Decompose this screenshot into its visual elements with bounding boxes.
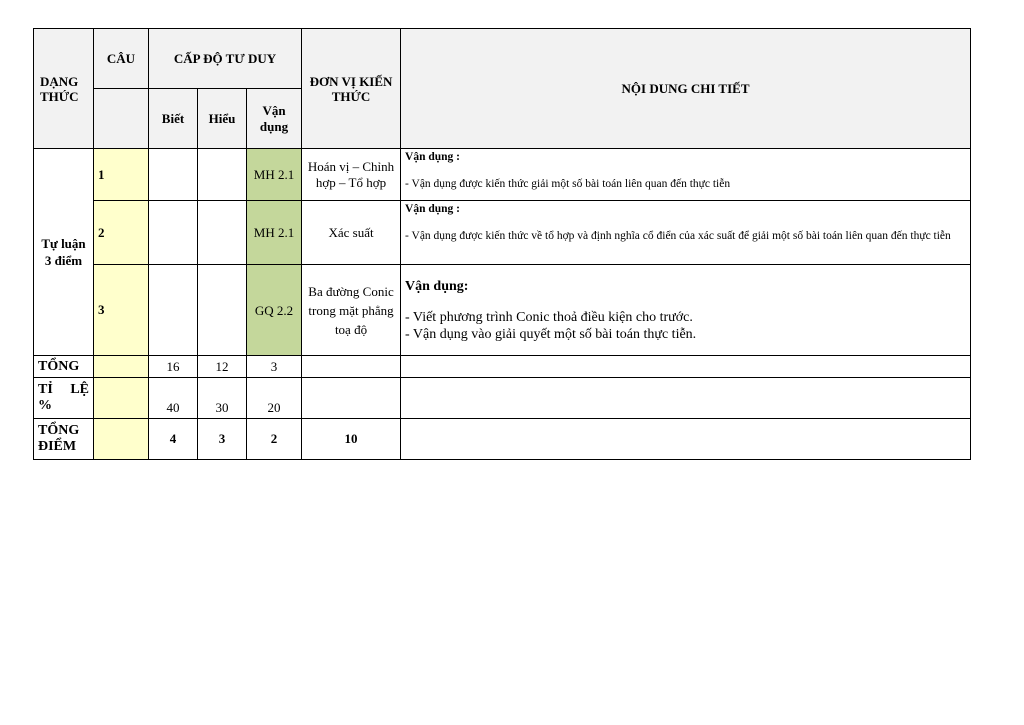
header-noi-dung-chi-tiet: NỘI DUNG CHI TIẾT [401,29,971,149]
total-biet: 16 [149,356,198,378]
header-hieu: Hiểu [198,89,247,149]
detail-line: - Vận dụng được kiến thức về tổ hợp và định nghĩa cổ điển của xác suất để giải một số bài toán liên quan đến thực tiễn [405,230,951,242]
total-score-cau-blank [94,419,149,460]
cau-number: 3 [94,265,149,356]
detail-line: - Vận dụng vào giải quyết một số bài toán thực tiễn. [405,327,697,342]
table-row [34,149,971,201]
header-cau: CÂU [94,29,149,89]
detail-title: Vận dụng : [405,203,460,215]
ratio-noi-dung [401,378,971,419]
cau-number: 2 [94,201,149,265]
header-dang-thuc: DẠNG THỨC [34,29,94,149]
total-row [34,356,971,378]
cell-van-dung: MH 2.1 [247,201,302,265]
total-score-hieu: 3 [198,419,247,460]
total-score-label: TỔNG ĐIỂM [34,419,94,460]
cell-hieu [198,201,247,265]
ratio-van-dung: 20 [247,378,302,419]
cell-biet [149,265,198,356]
detail-title: Vận dụng: [405,279,469,294]
cell-hieu [198,265,247,356]
cell-biet [149,201,198,265]
detail-line: - Viết phương trình Conic thoả điều kiện cho trước. [405,310,693,325]
table-row [34,265,971,356]
total-score-row [34,419,971,460]
total-cau-blank [94,356,149,378]
cell-biet [149,149,198,201]
total-don-vi [302,356,401,378]
cell-don-vi: Hoán vị – Chỉnh hợp – Tổ hợp [302,149,401,201]
cell-hieu [198,149,247,201]
ratio-don-vi [302,378,401,419]
total-noi-dung [401,356,971,378]
header-cap-do-tu-duy: CẤP ĐỘ TƯ DUY [149,29,302,89]
cell-van-dung: MH 2.1 [247,149,302,201]
total-van-dung: 3 [247,356,302,378]
group-label-tu-luan: Tự luận 3 điểm [34,149,94,356]
header-van-dung: Vận dụng [247,89,302,149]
total-score-noi-dung [401,419,971,460]
ratio-biet: 40 [149,378,198,419]
cell-don-vi: Ba đường Conic trong mặt phẳng toạ độ [302,265,401,356]
header-don-vi-kien-thuc: ĐƠN VỊ KIẾN THỨC [302,29,401,149]
total-score-don-vi: 10 [302,419,401,460]
ratio-cau-blank [94,378,149,419]
cau-number: 1 [94,149,149,201]
ratio-label: TỈ LỆ % [34,378,94,419]
ratio-hieu: 30 [198,378,247,419]
header-cau-blank [94,89,149,149]
total-hieu: 12 [198,356,247,378]
detail-title: Vận dụng : [405,151,460,163]
header-biet: Biết [149,89,198,149]
assessment-matrix-table [33,28,971,460]
total-label: TỔNG [34,356,94,378]
cell-noi-dung [401,201,971,265]
cell-van-dung: GQ 2.2 [247,265,302,356]
table-row [34,201,971,265]
cell-noi-dung [401,265,971,356]
cell-don-vi: Xác suất [302,201,401,265]
total-score-biet: 4 [149,419,198,460]
detail-line: - Vận dụng được kiến thức giải một số bài toán liên quan đến thực tiễn [405,178,731,190]
ratio-row [34,378,971,419]
total-score-van-dung: 2 [247,419,302,460]
cell-noi-dung [401,149,971,201]
